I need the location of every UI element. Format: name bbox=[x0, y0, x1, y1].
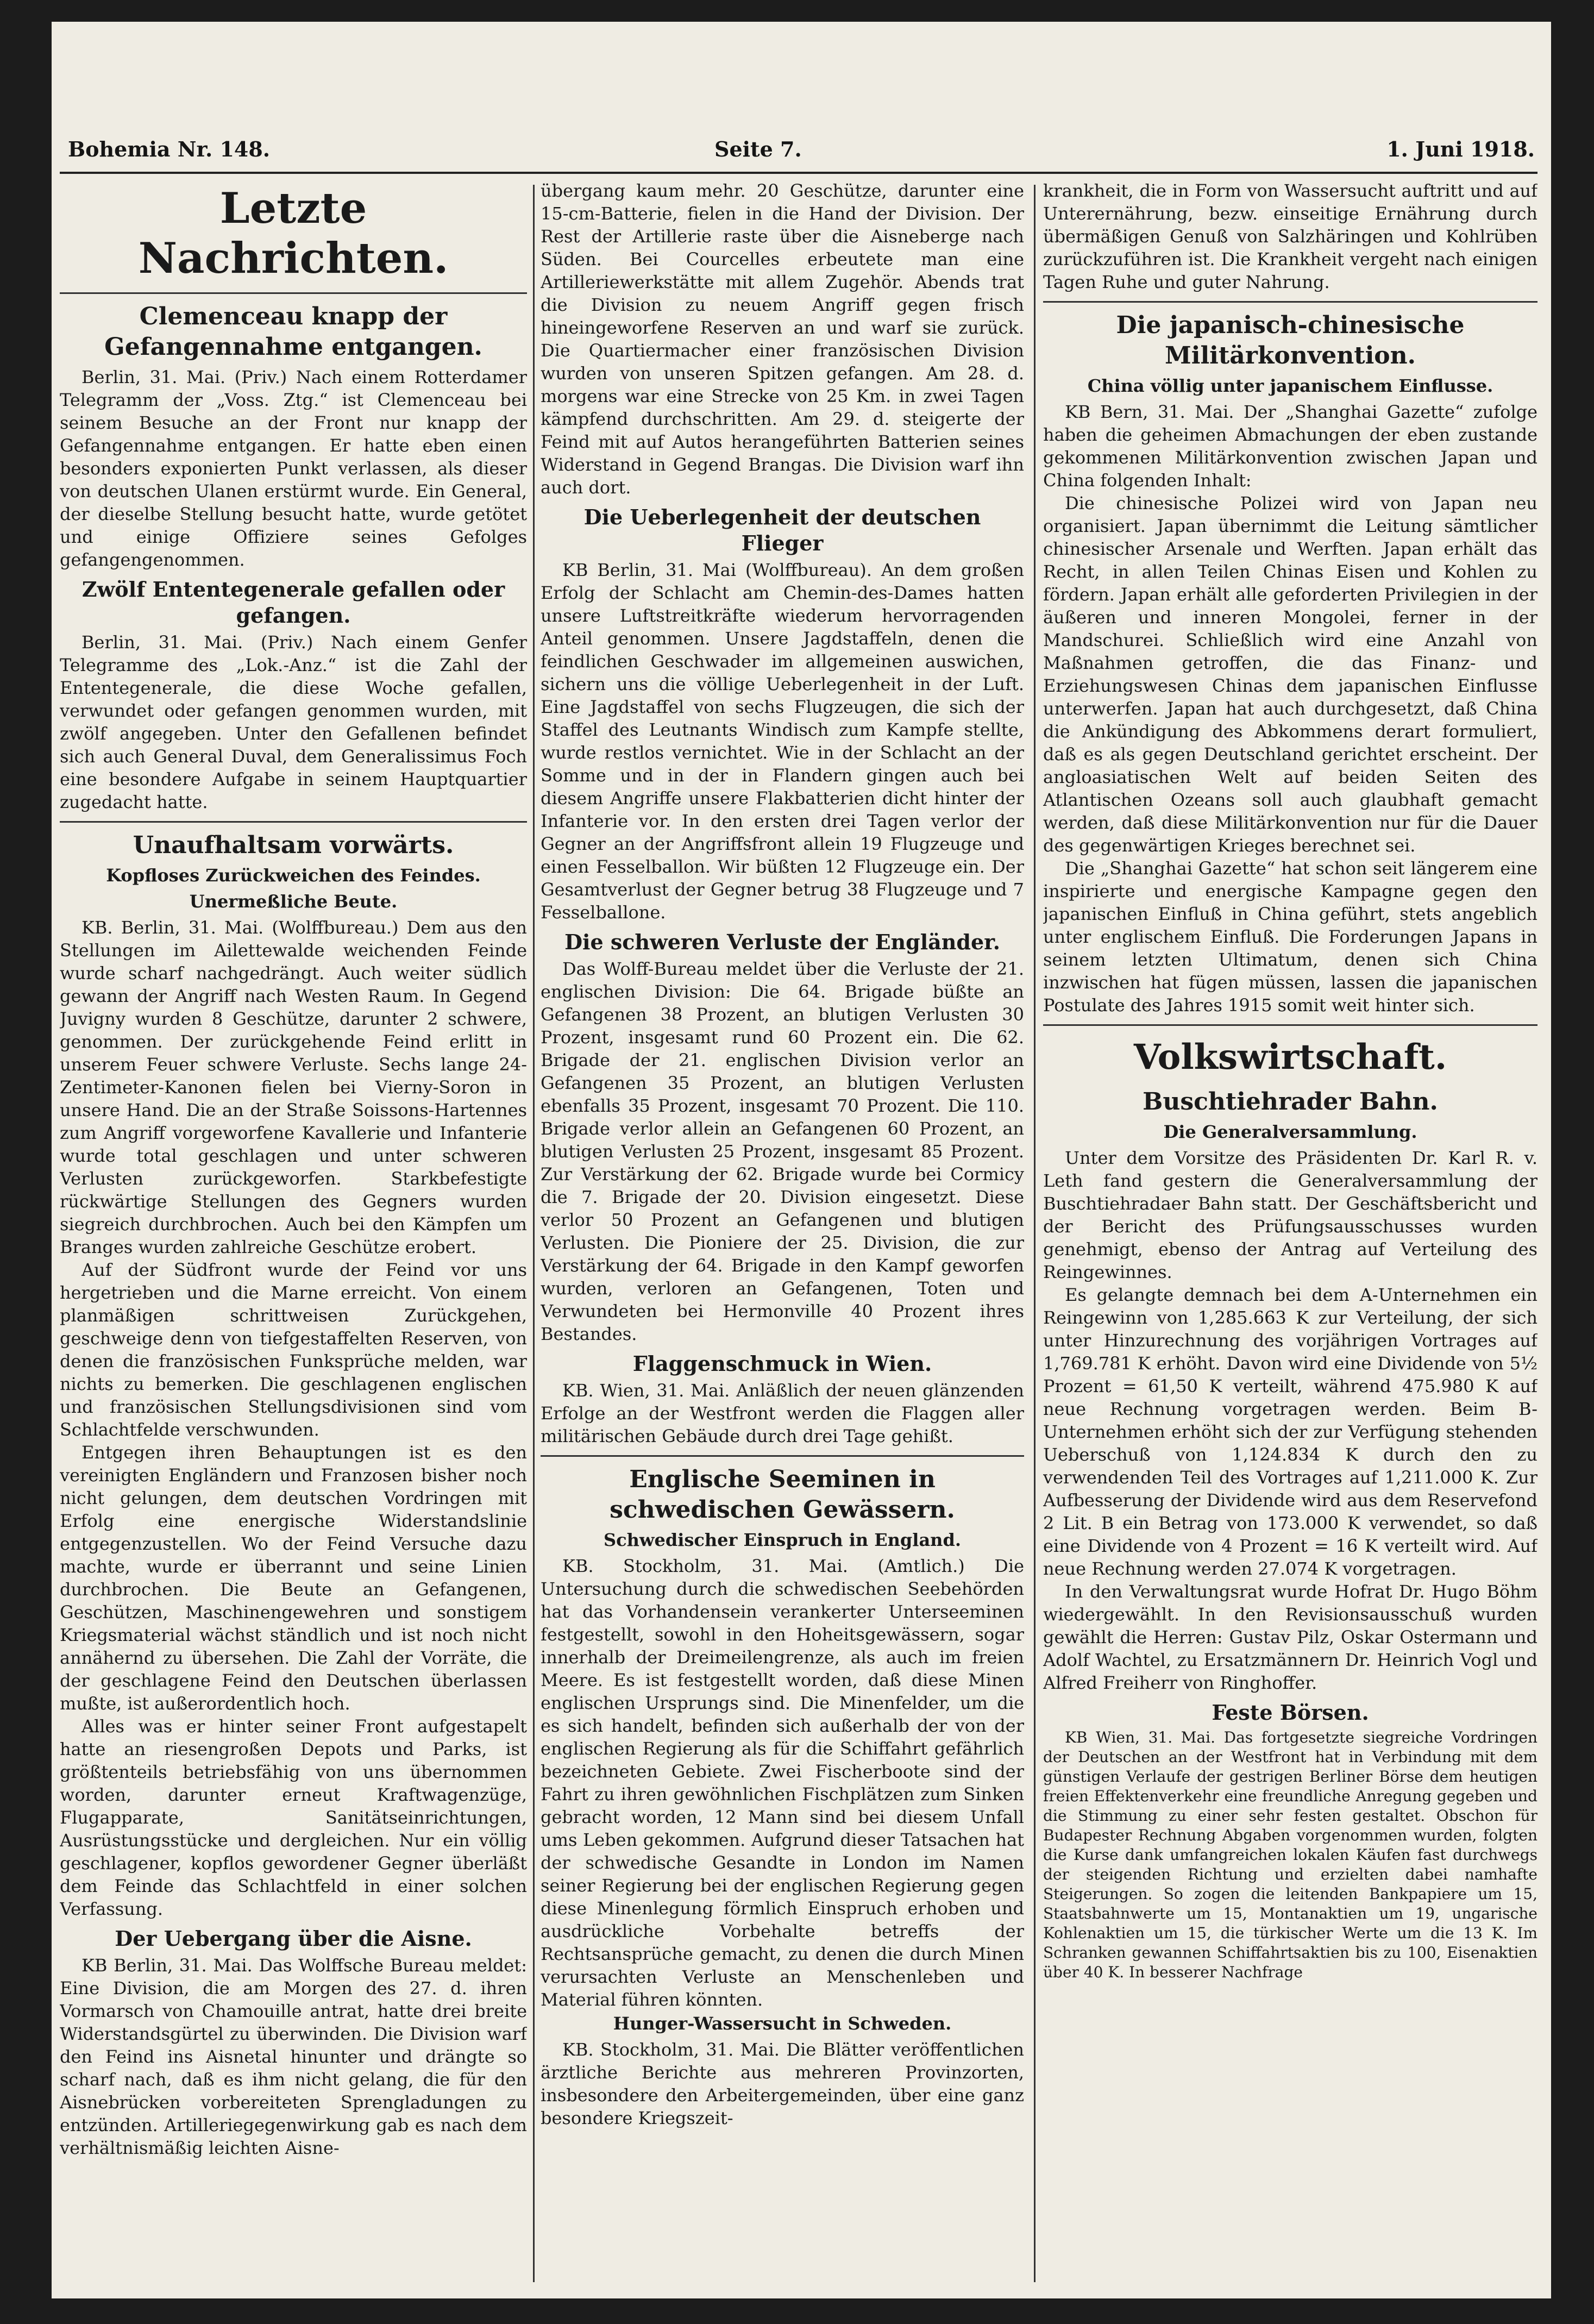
article-headline: Buschtiehrader Bahn. bbox=[1143, 1088, 1438, 1116]
article-body: KB Berlin, 31. Mai. Das Wolffsche Bureau meldet: Eine Division, die am Morgen des 27. d. ihren Vormarsch von Chamouille antrat, hatte drei breite Widerstandsgürtel zu überwinden. Die Division warf den Feind ins Aisnetal hinunter und drängte so scharf nach, daß es ihm nicht gelang, die für den Aisnebrücken vorbereiteten Sprengladungen zu entzünden. Artilleriegegenwirkung gab es nach dem verhältnismäßig leichten Aisne- bbox=[60, 1955, 527, 2158]
column-2 bbox=[541, 179, 1024, 2288]
issue-date: 1. Juni 1918. bbox=[1386, 137, 1535, 161]
article-body: Alles was er hinter seiner Front aufgestapelt hatte an riesengroßen Depots und Parks, ist größtenteils betriebsfähig von uns übernommen worden, darunter erneut Kraftwagenzüge, Flugapparate, Sanitätseinrichtungen, Ausrüstungsstücke und dergleichen. Nur ein völlig geschlagener, kopflos gewordener Gegner überläßt dem Feinde das Schlachtfeld in einer solchen Verfassung. bbox=[60, 1716, 527, 1919]
article-body: Berlin, 31. Mai. (Priv.) Nach einem Rotterdamer Telegramm der „Voss. Ztg.“ ist Clemenceau bei seinem Besuche an der Front nur knapp der Gefangennahme entgangen. Er hatte eben einen besonders exponierten Punkt verlassen, als dieser von deutschen Ulanen erstürmt wurde. Ein General, der dieselbe Stellung besucht hatte, wurde getötet und einige Offiziere seines Gefolges gefangengenommen. bbox=[60, 367, 527, 570]
article-body: Die chinesische Polizei wird von Japan neu organisiert. Japan übernimmt die Leitung sämtlicher chinesischer Arsenale und Werften. Japan erhält das Recht, in allen Teilen Chinas Eisen und Kohlen zu fördern. Japan erhält alle geforderten Privilegien in der äußeren und inneren Mongolei, ferner in der Mandschurei. Schließlich wird eine Anzahl von Maßnahmen getroffen, die das Finanz- und Erziehungswesen Chinas dem japanischen Einflusse unterwerfen. Japan hat auch durchgesetzt, daß China die Ankündigung des Abkommens derart formuliert, daß es als gegen Deutschland gerichtet erscheint. Der angloasiatischen Welt auf beiden Seiten des Atlantischen Ozeans soll auch glaubhaft gemacht werden, daß diese Militärkonvention nur für die Dauer des gegenwärtigen Krieges berechnet sei. bbox=[1043, 493, 1537, 856]
article-body-continued: übergang kaum mehr. 20 Geschütze, darunter eine 15-cm-Batterie, fielen in die Hand der Division. Der Rest der Artillerie raste über die Aisneberge nach Süden. Bei Courcelles erbeutete man eine Artilleriewerkstätte mit allem Zugehör. Abends trat die Division zu neuem Angriff gegen frisch hineingeworfene Reserven an und warf sie zurück. Die Quartiermacher einer französischen Division wurden von unseren Spitzen gefangen. Am 28. d. morgens war eine Strecke von 25 Km. in zwei Tagen kämpfend durchschritten. Am 29. d. steigerte der Feind mit auf Autos herangeführten Batterien seines Widerstand in Gegend Brangas. Die Division warf ihn auch dort. bbox=[541, 180, 1024, 498]
article-body: Die „Shanghai Gazette“ hat schon seit längerem eine inspirierte und energische Kampagne gegen den japanischen Einfluß in China geführt, stets angeblich unter englischem Einfluß. Die Forderungen Japans in seinem letzten Ultimatum, denen sich China inzwischen hat fügen müssen, lassen die japanischen Postulate des Jahres 1915 somit weit hinter sich. bbox=[1043, 858, 1537, 1016]
article-headline: Die japanisch-chinesische Militärkonvention. bbox=[1116, 311, 1465, 369]
article-subheadline: Unermeßliche Beute. bbox=[189, 891, 398, 912]
article-body: Das Wolff-Bureau meldet über die Verluste der 21. englischen Division: Die 64. Brigade büßte an Gefangenen 38 Prozent, an blutigen Verlusten 30 Prozent, insgesamt rund 60 Prozent ein. Die 62. Brigade der 21. englischen Division verlor an Gefangenen 35 Prozent, an blutigen Verlusten ebenfalls 35 Prozent, insgesamt 70 Prozent. Die 110. Brigade verlor allein an Gefangenen 60 Prozent, an blutigen Verlusten 25 Prozent, insgesamt 85 Prozent. Zur Verstärkung der 62. Brigade wurde bei Cormicy die 7. Brigade der 20. Division eingesetzt. Diese verlor 50 Prozent an Gefangenen und blutigen Verlusten. Die Pioniere der 25. Division, die zur Verstärkung der 64. Brigade in den Kampf geworfen wurden, verloren an Gefangenen, Toten und Verwundeten bei Hermonville 40 Prozent ihres Bestandes. bbox=[541, 959, 1024, 1344]
article-headline: Hunger-Wassersucht in Schweden. bbox=[613, 2013, 952, 2034]
article-headline: Die Ueberlegenheit der deutschen Flieger bbox=[583, 505, 981, 555]
article-body: Auf der Südfront wurde der Feind vor uns hergetrieben und die Marne erreicht. Von einem planmäßigen schrittweisen Zurückgehen, geschweige denn von tiefgestaffelten Reserven, von denen die französischen Funksprüche melden, war nichts zu bemerken. Die geschlagenen englischen und französischen Stellungsdivisionen sind vom Schlachtfelde verschwunden. bbox=[60, 1260, 527, 1440]
article-headline: Unaufhaltsam vorwärts. bbox=[133, 831, 454, 859]
divider bbox=[541, 1455, 1024, 1457]
article-body: Unter dem Vorsitze des Präsidenten Dr. Karl R. v. Leth fand gestern die Generalversammlung der Buschtiehradaer Bahn statt. Der Geschäftsbericht und der Bericht des Prüfungsausschusses wurden genehmigt, ebenso der Antrag auf Verteilung des Reingewinnes. bbox=[1043, 1148, 1537, 1282]
article-headline: Zwölf Ententegenerale gefallen oder gefangen. bbox=[81, 577, 505, 628]
article-subheadline: Schwedischer Einspruch in England. bbox=[604, 1530, 961, 1550]
article-subheadline: China völlig unter japanischem Einflusse. bbox=[1087, 375, 1493, 396]
article-headline: Der Uebergang über die Aisne. bbox=[115, 1926, 472, 1951]
divider bbox=[60, 821, 527, 823]
section-title-latest-news: Letzte Nachrichten. bbox=[138, 184, 449, 283]
divider bbox=[1043, 301, 1537, 303]
article-headline: Flaggenschmuck in Wien. bbox=[632, 1351, 932, 1376]
article-body: KB. Stockholm, 31. Mai. Die Blätter veröffentlichen ärztliche Berichte aus mehreren Provinzorten, insbesondere den Arbeitergemeinden, über eine ganz besondere Kriegszeit- bbox=[541, 2039, 1024, 2128]
column-1 bbox=[60, 179, 527, 2288]
divider bbox=[60, 292, 527, 294]
divider bbox=[1043, 1024, 1537, 1026]
article-body: KB. Berlin, 31. Mai. (Wolffbureau.) Dem aus den Stellungen im Ailettewalde weichenden Feinde wurde scharf nachgedrängt. Auch weiter südlich gewann der Angriff nach Westen Raum. In Gegend Juvigny wurden 8 Geschütze, darunter 2 schwere, genommen. Der zurückgehende Feind erlitt in unserem Feuer schwere Verluste. Sechs lange 24-Zentimeter-Kanonen fielen bei Vierny-Soron in unsere Hand. Die an der Straße Soissons-Hartennes zum Angriff vorgeworfene Kavallerie und Infanterie wurde total geschlagen und unter schweren Verlusten zurückgeworfen. Starkbefestigte rückwärtige Stellungen des Gegners wurden siegreich durchbrochen. Auch bei den Kämpfen um Branges wurden zahlreiche Geschütze erobert. bbox=[60, 917, 527, 1257]
page-header bbox=[52, 22, 1551, 163]
article-body: KB Berlin, 31. Mai (Wolffbureau). An dem großen Erfolg der Schlacht am Chemin-des-Dames hatten unsere Luftstreitkräfte wiederum hervorragenden Anteil genommen. Unsere Jagdstaffeln, denen die feindlichen Geschwader im allgemeinen auswichen, sichern uns die völlige Ueberlegenheit in der Luft. Eine Jagdstaffel von sechs Flugzeugen, die sich der Staffel des Leutnants Windisch zum Kampfe stellte, wurde restlos vernichtet. Wie in der Schlacht an der Somme und in der in Flandern gingen auch bei diesem Angriffe unsere Flakbatterien dicht hinter der Infanterie vor. In den ersten drei Tagen verlor der Gegner an der Angriffsfront allein 19 Flugzeuge und einen Fesselballon. Wir büßten 12 Flugzeuge ein. Der Gesamtverlust der Gegner betrug 38 Flugzeuge und 7 Fesselballone. bbox=[541, 560, 1024, 923]
article-headline: Feste Börsen. bbox=[1212, 1700, 1369, 1725]
article-subheadline: Kopfloses Zurückweichen des Feindes. bbox=[106, 865, 481, 886]
article-headline: Englische Seeminen in schwedischen Gewässern. bbox=[610, 1465, 955, 1524]
article-body: KB. Stockholm, 31. Mai. (Amtlich.) Die Untersuchung durch die schwedischen Seebehörden hat das Vorhandensein verankerter Unterseeminen festgestellt, sowohl in den Hoheitsgewässern, sogar innerhalb der Dreimeilengrenze, als auch im freien Meere. Es ist festgestellt worden, daß diese Minen englischen Ursprungs sind. Die Minenfelder, um die es sich handelt, befinden sich außerhalb der von der englischen Regierung als für die Schiffahrt gefährlich bezeichneten Gebiete. Zwei Fischerboote sind der Fahrt zu ihren gewöhnlichen Fischplätzen zum Sinken gebracht worden, 12 Mann sind bei diesem Unfall ums Leben gekommen. Aufgrund dieser Tatsachen hat der schwedische Gesandte in London im Namen seiner Regierung bei der englischen Regierung gegen diese Minenlegung förmlich Einspruch erhoben und ausdrückliche Vorbehalte betreffs der Rechtsansprüche gemacht, zu denen die durch Minen verursachten Verluste an Menschenleben und Material führen könnten. bbox=[541, 1556, 1024, 2010]
article-body: Es gelangte demnach bei dem A-Unternehmen ein Reingewinn von 1,285.663 K zur Verteilung, der sich unter Hinzurechnung des vorjährigen Vortrages auf 1,769.781 K erhöht. Davon wird eine Dividende von 5½ Prozent = 61,50 K verteilt, während 475.980 K auf neue Rechnung vorgetragen werden. Beim B-Unternehmen erhöht sich der zur Verfügung stehenden Ueberschuß von 1,124.834 K durch den zu verwendenden Teil des Vortrages auf 1,211.000 K. Zur Aufbesserung der Dividende wird aus dem Reservefond 2 Lit. B ein Betrag von 173.000 K verwendet, so daß eine Dividende von 4 Prozent = 16 K verteilt wird. Auf neue Rechnung werden 27.074 K vorgetragen. bbox=[1043, 1285, 1537, 1579]
article-subheadline: Die Generalversammlung. bbox=[1163, 1122, 1417, 1142]
article-body: KB Wien, 31. Mai. Das fortgesetzte siegreiche Vordringen der Deutschen an der Westfront hat in Verbindung mit dem günstigen Verlaufe der gestrigen Berliner Börse dem heutigen freien Effektenverkehr eine freundliche Anregung gegeben und die Stimmung zu einer sehr festen gestaltet. Obschon für Budapester Rechnung Abgaben vorgenommen wurden, folgten die Kurse dank umfangreichen lokalen Käufen fast durchwegs der steigenden Richtung und erzielten dabei namhafte Steigerungen. So zogen die leitenden Bankpapiere um 15, Staatsbahnwerte um 15, Montanaktien um 19, ungarische Kohlenaktien um 15, die türkischer Werte um die 13 K. Im Schranken gewannen Schiffahrtsaktien bis zu 100, Eisenaktien über 40 K. In besserer Nachfrage bbox=[1043, 1728, 1537, 1981]
masthead-issue: Bohemia Nr. 148. bbox=[68, 137, 271, 161]
page-number: Seite 7. bbox=[714, 137, 802, 161]
article-body: In den Verwaltungsrat wurde Hofrat Dr. Hugo Böhm wiedergewählt. In den Revisionsausschuß wurden gewählt die Herren: Gustav Pilz, Oskar Ostermann und Adolf Wachtel, zu Ersatzmännern Dr. Heinrich Vogl und Alfred Freiherr von Ringhoffer. bbox=[1043, 1581, 1537, 1693]
header-rule bbox=[60, 172, 1537, 174]
article-headline: Clemenceau knapp der Gefangennahme entgangen. bbox=[104, 303, 482, 361]
article-body-continued: krankheit, die in Form von Wassersucht auftritt und auf Unterernährung, bezw. einseitige Ernährung durch übermäßigen Genuß von Salzhäringen und Kohlrüben zurückzuführen ist. Die Krankheit vergeht nach einigen Tagen Ruhe und guter Nahrung. bbox=[1043, 180, 1537, 292]
column-3 bbox=[1043, 179, 1537, 2288]
column-divider-1 bbox=[533, 185, 535, 2282]
section-title-economy: Volkswirtschaft. bbox=[1133, 1037, 1447, 1078]
article-body: KB. Wien, 31. Mai. Anläßlich der neuen glänzenden Erfolge an der Westfront werden die Flaggen aller militärischen Gebäude durch drei Tage gehißt. bbox=[541, 1380, 1024, 1446]
column-divider-2 bbox=[1034, 185, 1036, 2282]
article-body: Entgegen ihren Behauptungen ist es den vereinigten Engländern und Franzosen bisher noch nicht gelungen, dem deutschen Vordringen mit Erfolg eine energische Widerstandslinie entgegenzustellen. Wo der Feind Versuche dazu machte, wurde er überrannt und seine Linien durchbrochen. Die Beute an Gefangenen, Geschützen, Maschinengewehren und sonstigem Kriegsmaterial wächst ständlich und ist noch nicht annähernd zu übersehen. Die Zahl der Vorräte, die der geschlagene Feind den Deutschen überlassen mußte, ist außerordentlich hoch. bbox=[60, 1442, 527, 1714]
article-body: KB Bern, 31. Mai. Der „Shanghai Gazette“ zufolge haben die geheimen Abmachungen der eben zustande gekommenen Militärkonvention zwischen Japan und China folgenden Inhalt: bbox=[1043, 402, 1537, 491]
article-body: Berlin, 31. Mai. (Priv.) Nach einem Genfer Telegramme des „Lok.-Anz.“ ist die Zahl der Ententegenerale, die diese Woche gefallen, verwundet oder gefangen genommen wurden, mit zwölf angegeben. Unter den Gefallenen befindet sich auch General Duval, dem Generalissimus Foch eine besondere Aufgabe in seinem Hauptquartier zugedacht hatte. bbox=[60, 632, 527, 812]
article-headline: Die schweren Verluste der Engländer. bbox=[564, 930, 1000, 954]
newspaper-page bbox=[52, 22, 1551, 2298]
